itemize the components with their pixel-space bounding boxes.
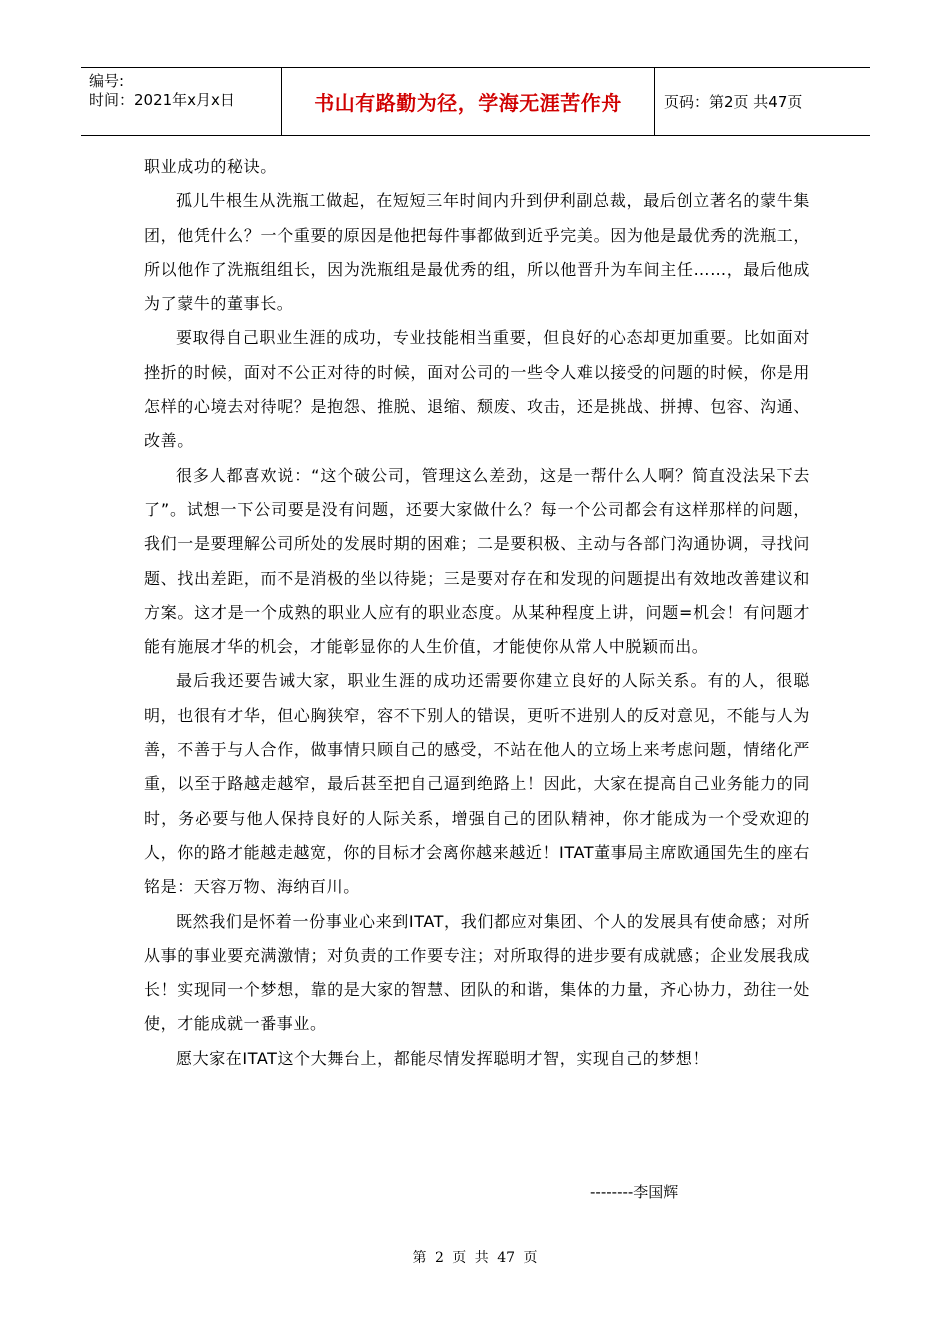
body-paragraph: 职业成功的秘诀。 <box>144 157 277 176</box>
document-time-label: 时间：2021年x月x日 <box>89 91 235 109</box>
header-page-cell <box>655 68 870 135</box>
page-footer: 第 2 页 共 47 页 <box>412 1250 538 1266</box>
body-paragraph: 孤儿牛根生从洗瓶工做起，在短短三年时间内升到伊利副总裁，最后创立著名的蒙牛集团，他凭什么？一个重要的原因是他把每件事都做到近乎完美。因为他是最优秀的洗瓶工，所以他作了洗瓶组组长，因为洗瓶组是最优秀的组，所以他晋升为车间主任……，最后他成为了蒙牛的董事长。 <box>144 191 810 314</box>
author-signature: --------李国辉 <box>590 1183 679 1201</box>
header-motto: 书山有路勤为径，学海无涯苦作舟 <box>314 91 622 115</box>
body-paragraph: 要取得自己职业生涯的成功，专业技能相当重要，但良好的心态却更加重要。比如面对挫折的时候，面对不公正对待的时候，面对公司的一些令人难以接受的问题的时候，你是用怎样的心境去对待呢？是抱怨、推脱、退缩、颓废、攻击，还是挑战、拼搏、包容、沟通、改善。 <box>144 328 810 451</box>
header-page-label: 页码：第2页 共47页 <box>664 93 803 111</box>
header-meta-cell <box>81 68 281 135</box>
header-motto-cell <box>281 68 655 135</box>
body-paragraph: 很多人都喜欢说：“这个破公司，管理这么差劲，这是一帮什么人啊？简直没法呆下去了”。试想一下公司要是没有问题，还要大家做什么？每一个公司都会有这样那样的问题，我们一是要理解公司所处的发展时期的困难；二是要积极、主动与各部门沟通协调，寻找问题、找出差距，而不是消极的坐以待毙；三是要对存在和发现的问题提出有效地改善建议和方案。这才是一个成熟的职业人应有的职业态度。从某种程度上讲，问题=机会！有问题才能有施展才华的机会，才能彰显你的人生价值，才能使你从常人中脱颖而出。 <box>144 465 810 657</box>
document-body <box>144 150 810 1076</box>
body-paragraph: 最后我还要告诫大家，职业生涯的成功还需要你建立良好的人际关系。有的人，很聪明，也很有才华，但心胸狭窄，容不下别人的错误，更听不进别人的反对意见，不能与人为善，不善于与人合作，做事情只顾自己的感受，不站在他人的立场上来考虑问题，情绪化严重，以至于路越走越窄，最后甚至把自己逼到绝路上！因此，大家在提高自己业务能力的同时，务必要与他人保持良好的人际关系，增强自己的团队精神，你才能成为一个受欢迎的人，你的路才能越走越宽，你的目标才会离你越来越近！ITAT董事局主席欧通国先生的座右铭是：天容万物、海纳百川。 <box>144 671 810 897</box>
page-header <box>81 67 870 136</box>
body-paragraph: 既然我们是怀着一份事业心来到ITAT，我们都应对集团、个人的发展具有使命感；对所从事的事业要充满激情；对负责的工作要专注；对所取得的进步要有成就感；企业发展我成长！实现同一个梦想，靠的是大家的智慧、团队的和谐，集体的力量，齐心协力，劲往一处使，才能成就一番事业。 <box>144 911 810 1034</box>
document-number-label: 编号: <box>89 72 125 90</box>
body-paragraph: 愿大家在ITAT这个大舞台上，都能尽情发挥聪明才智，实现自己的梦想！ <box>176 1048 710 1068</box>
